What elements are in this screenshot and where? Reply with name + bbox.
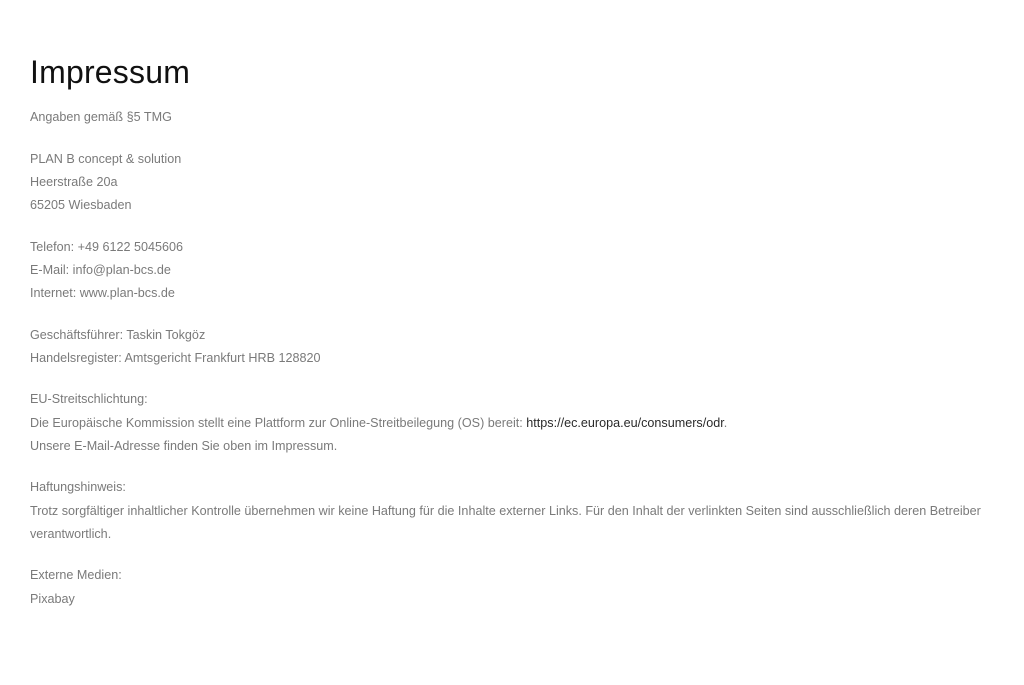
page-title: Impressum [30, 54, 191, 90]
phone-line: Telefon: +49 6122 5045606 [30, 239, 184, 254]
liability-heading: Haftungshinweis: [30, 480, 126, 495]
city-address: 65205 Wiesbaden [30, 198, 132, 212]
dispute-block [30, 388, 1015, 458]
media-source: Pixabay [30, 591, 75, 606]
dispute-text-before-link: Die Europäische Kommission stellt eine Plattform zur Online-Streitbeilegung (OS) bereit: [30, 415, 527, 430]
management-block [30, 324, 1015, 370]
dispute-heading: EU-Streitschlichtung: [30, 392, 148, 407]
company-name: PLAN B concept & solution [30, 151, 182, 166]
tmg-notice: Angaben gemäß §5 TMG [30, 110, 172, 124]
media-heading: Externe Medien: [30, 568, 122, 583]
contact-block [30, 236, 1015, 306]
dispute-text-after-link: . [723, 415, 728, 430]
ceo-line: Geschäftsführer: Taskin Tokgöz [30, 327, 206, 342]
dispute-email-note: Unsere E-Mail-Adresse finden Sie oben im Impressum. [30, 438, 338, 453]
email-line: E-Mail: info@plan-bcs.de [30, 262, 171, 277]
liability-block [30, 476, 1015, 546]
impressum-content [30, 106, 1015, 611]
dispute-text [30, 412, 1015, 435]
address-block [30, 148, 1015, 218]
media-block [30, 564, 1015, 610]
odr-link[interactable]: https://ec.europa.eu/consumers/odr [526, 415, 724, 430]
street-address: Heerstraße 20a [30, 174, 118, 189]
register-line: Handelsregister: Amtsgericht Frankfurt HRB 128820 [30, 350, 321, 365]
internet-line: Internet: www.plan-bcs.de [30, 286, 175, 300]
liability-text: Trotz sorgfältiger inhaltlicher Kontrolle übernehmen wir keine Haftung für die Inhalte externer Links. Für den Inhalt der verlinkten Seiten sind ausschließlich deren Betreiber verantwortlich. [30, 503, 981, 541]
